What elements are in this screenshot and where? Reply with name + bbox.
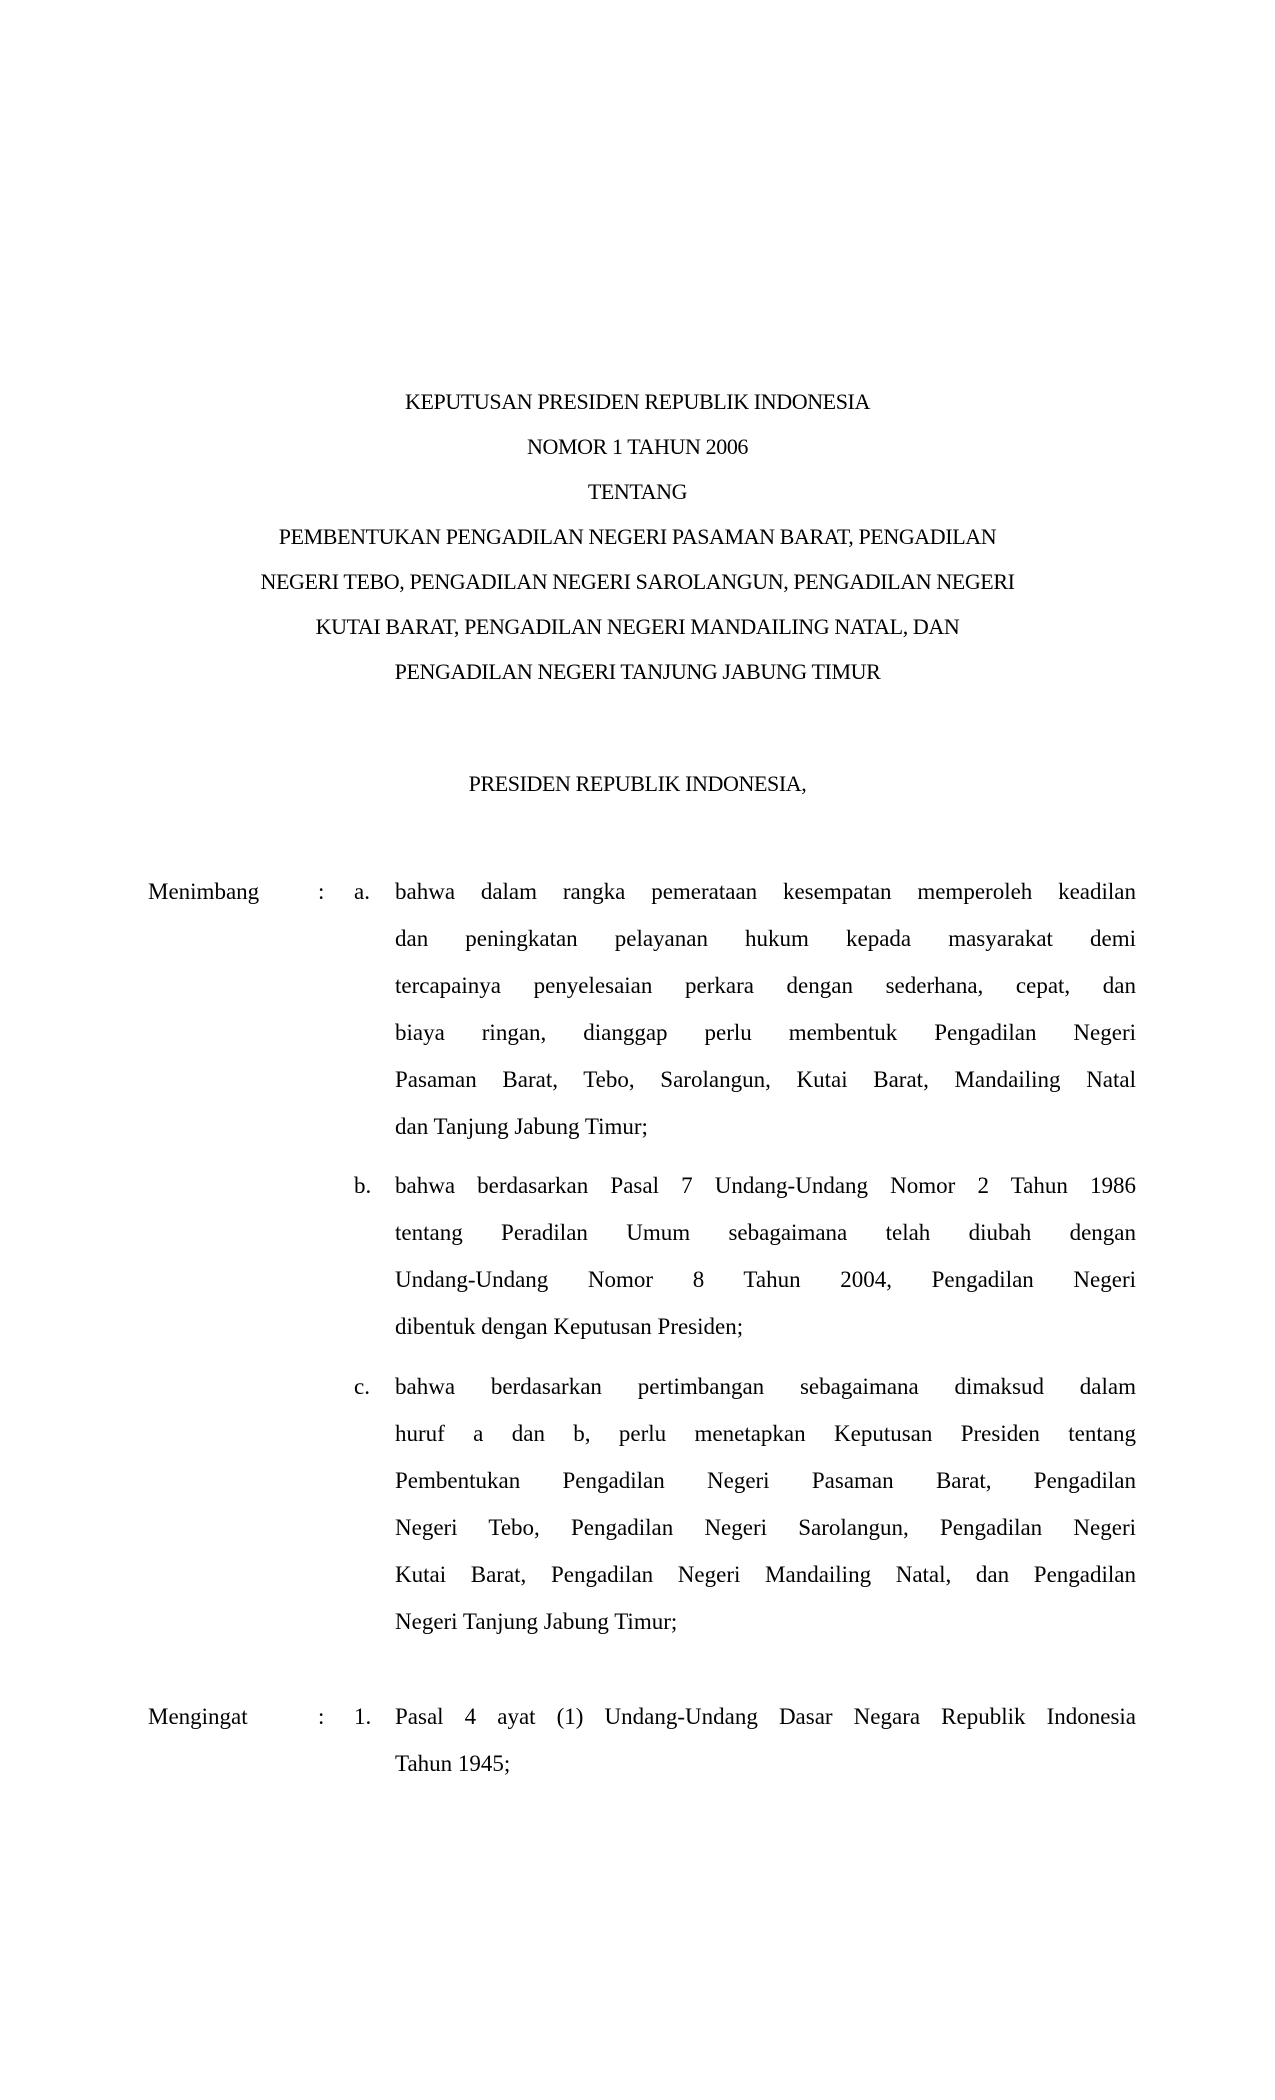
paragraph-line: bahwa berdasarkan pertimbangan sebagaimana dimaksud dalam	[395, 1374, 1136, 1399]
menimbang-item	[395, 1374, 1136, 1656]
paragraph-line: Negeri Tebo, Pengadilan Negeri Sarolangun, Pengadilan Negeri	[395, 1515, 1136, 1540]
mengingat-item	[395, 1704, 1136, 1798]
paragraph-line: dan Tanjung Jabung Timur;	[395, 1114, 648, 1139]
paragraph-line: biaya ringan, dianggap perlu membentuk Pengadilan Negeri	[395, 1020, 1136, 1045]
paragraph-line: huruf a dan b, perlu menetapkan Keputusan Presiden tentang	[395, 1421, 1136, 1446]
paragraph-line: dibentuk dengan Keputusan Presiden;	[395, 1314, 744, 1339]
subject-line: PEMBENTUKAN PENGADILAN NEGERI PASAMAN BARAT, PENGADILAN	[278, 524, 997, 549]
paragraph-line: Negeri Tanjung Jabung Timur;	[395, 1609, 678, 1634]
subject-line: PENGADILAN NEGERI TANJUNG JABUNG TIMUR	[394, 659, 881, 684]
menimbang-label: Menimbang	[148, 879, 260, 904]
mengingat-colon: :	[318, 1704, 325, 1729]
paragraph-line: Undang-Undang Nomor 8 Tahun 2004, Pengadilan Negeri	[395, 1267, 1136, 1292]
paragraph-line: Pasaman Barat, Tebo, Sarolangun, Kutai Barat, Mandailing Natal	[395, 1067, 1136, 1092]
menimbang-item	[395, 879, 1136, 1161]
document-title: KEPUTUSAN PRESIDEN REPUBLIK INDONESIA	[405, 389, 870, 414]
paragraph-line: Tahun 1945;	[395, 1751, 511, 1776]
paragraph-line: bahwa berdasarkan Pasal 7 Undang-Undang Nomor 2 Tahun 1986	[395, 1173, 1136, 1198]
paragraph-line: tercapainya penyelesaian perkara dengan sederhana, cepat, dan	[395, 973, 1136, 998]
mengingat-label: Mengingat	[148, 1704, 248, 1729]
menimbang-item-marker: c.	[354, 1374, 370, 1399]
paragraph-line: Pasal 4 ayat (1) Undang-Undang Dasar Negara Republik Indonesia	[395, 1704, 1136, 1729]
paragraph-line: Kutai Barat, Pengadilan Negeri Mandailing Natal, dan Pengadilan	[395, 1562, 1136, 1587]
paragraph-line: Pembentukan Pengadilan Negeri Pasaman Barat, Pengadilan	[395, 1468, 1136, 1493]
mengingat-item-marker: 1.	[354, 1704, 372, 1729]
document-about: TENTANG	[587, 479, 688, 504]
menimbang-item-marker: b.	[354, 1173, 372, 1198]
paragraph-line: dan peningkatan pelayanan hukum kepada masyarakat demi	[395, 926, 1136, 951]
subject-line: NEGERI TEBO, PENGADILAN NEGERI SAROLANGUN, PENGADILAN NEGERI	[260, 569, 1015, 594]
paragraph-line: tentang Peradilan Umum sebagaimana telah diubah dengan	[395, 1220, 1136, 1245]
menimbang-colon: :	[318, 879, 325, 904]
menimbang-item	[395, 1173, 1136, 1361]
menimbang-item-marker: a.	[354, 879, 370, 904]
authority-line: PRESIDEN REPUBLIK INDONESIA,	[468, 771, 807, 796]
subject-line: KUTAI BARAT, PENGADILAN NEGERI MANDAILING NATAL, DAN	[315, 614, 960, 639]
paragraph-line: bahwa dalam rangka pemerataan kesempatan memperoleh keadilan	[395, 879, 1136, 904]
document-number: NOMOR 1 TAHUN 2006	[526, 434, 749, 459]
